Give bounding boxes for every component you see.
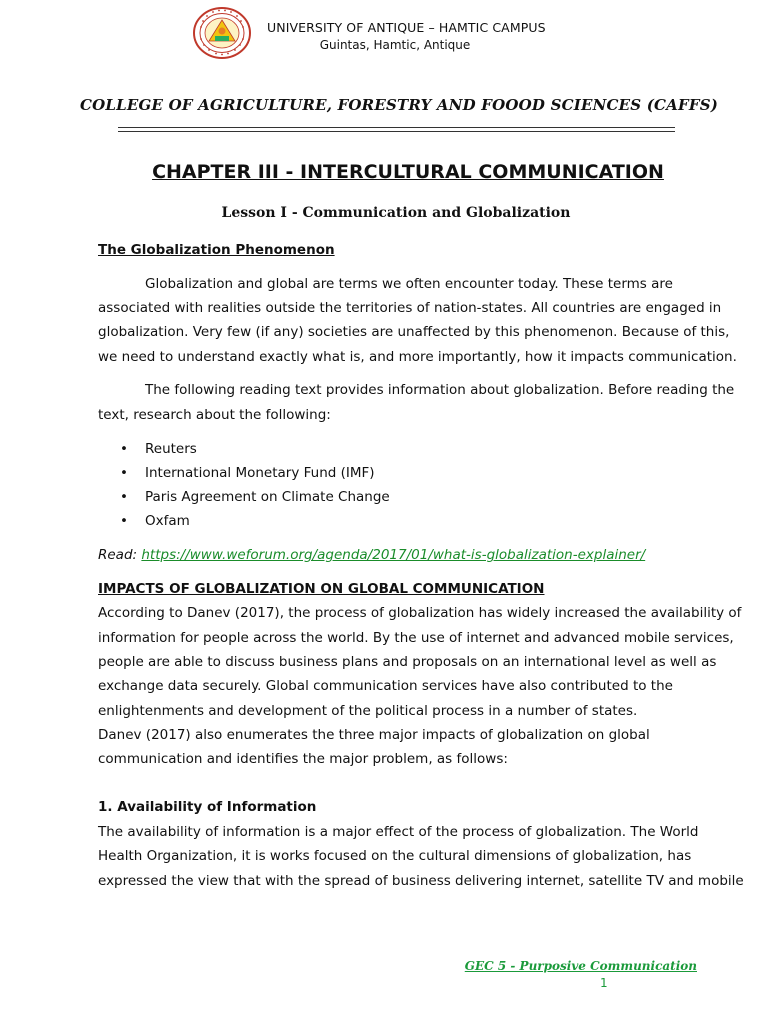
- read-label: Read:: [98, 547, 138, 563]
- paragraph-line: enlightenments and development of the political process in a number of states.: [98, 703, 638, 719]
- university-address: Guintas, Hamtic, Antique: [319, 38, 471, 52]
- paragraph-line: text, research about the following:: [98, 407, 331, 423]
- list-item: [120, 513, 190, 529]
- paragraph-line: Danev (2017) also enumerates the three major impacts of globalization on global: [98, 727, 650, 743]
- section-heading: 1. Availability of Information: [98, 799, 317, 815]
- paragraph-line: expressed the view that with the spread of business delivering internet, satellite TV and mobile: [98, 873, 744, 889]
- chapter-title: CHAPTER III - INTERCULTURAL COMMUNICATION: [152, 161, 664, 183]
- paragraph-line: communication and identifies the major problem, as follows:: [98, 751, 508, 767]
- read-link[interactable]: https://www.weforum.org/agenda/2017/01/what-is-globalization-explainer/: [141, 547, 646, 563]
- paragraph-line: people are able to discuss business plans and proposals on an international level as well as: [98, 654, 717, 670]
- section-heading: IMPACTS OF GLOBALIZATION ON GLOBAL COMMUNICATION: [98, 581, 545, 597]
- bullet-icon: •: [120, 489, 128, 505]
- list-item-text: International Monetary Fund (IMF): [145, 465, 375, 481]
- footer-course: GEC 5 - Purposive Communication: [464, 959, 697, 973]
- list-item: [120, 489, 390, 505]
- bullet-icon: •: [120, 465, 128, 481]
- paragraph-line: Globalization and global are terms we often encounter today. These terms are: [145, 276, 673, 292]
- paragraph-line: we need to understand exactly what is, and more importantly, how it impacts communication.: [98, 349, 737, 365]
- paragraph-line: Health Organization, it is works focused on the cultural dimensions of globalization, has: [98, 848, 692, 864]
- header-divider: [118, 131, 675, 132]
- paragraph-line: exchange data securely. Global communication services have also contributed to the: [98, 678, 673, 694]
- lesson-title: [0, 205, 768, 221]
- list-item-text: Reuters: [145, 441, 197, 457]
- college-name: COLLEGE OF AGRICULTURE, FORESTRY AND FOOOD SCIENCES (CAFFS): [79, 96, 719, 114]
- university-name: UNIVERSITY OF ANTIQUE – HAMTIC CAMPUS: [267, 20, 546, 35]
- paragraph-line: globalization. Very few (if any) societies are unaffected by this phenomenon. Because of this,: [98, 324, 730, 340]
- read-reference: [98, 547, 645, 563]
- list-item: [120, 465, 375, 481]
- page-number: 1: [600, 976, 608, 990]
- paragraph-line: associated with realities outside the territories of nation-states. All countries are engaged in: [98, 300, 722, 316]
- bullet-icon: •: [120, 513, 128, 529]
- bullet-icon: •: [120, 441, 128, 457]
- list-item-text: Paris Agreement on Climate Change: [145, 489, 390, 505]
- paragraph-line: According to Danev (2017), the process of globalization has widely increased the availability of: [98, 605, 742, 621]
- lesson-title-text: Lesson I - Communication and Globalization: [221, 205, 571, 221]
- paragraph-line: The following reading text provides information about globalization. Before reading the: [145, 382, 735, 398]
- header-divider: [118, 127, 675, 128]
- paragraph-line: information for people across the world. By the use of internet and advanced mobile services,: [98, 630, 734, 646]
- section-heading: The Globalization Phenomenon: [98, 242, 335, 258]
- list-item: [120, 441, 197, 457]
- paragraph-line: The availability of information is a major effect of the process of globalization. The World: [98, 824, 699, 840]
- list-item-text: Oxfam: [145, 513, 190, 529]
